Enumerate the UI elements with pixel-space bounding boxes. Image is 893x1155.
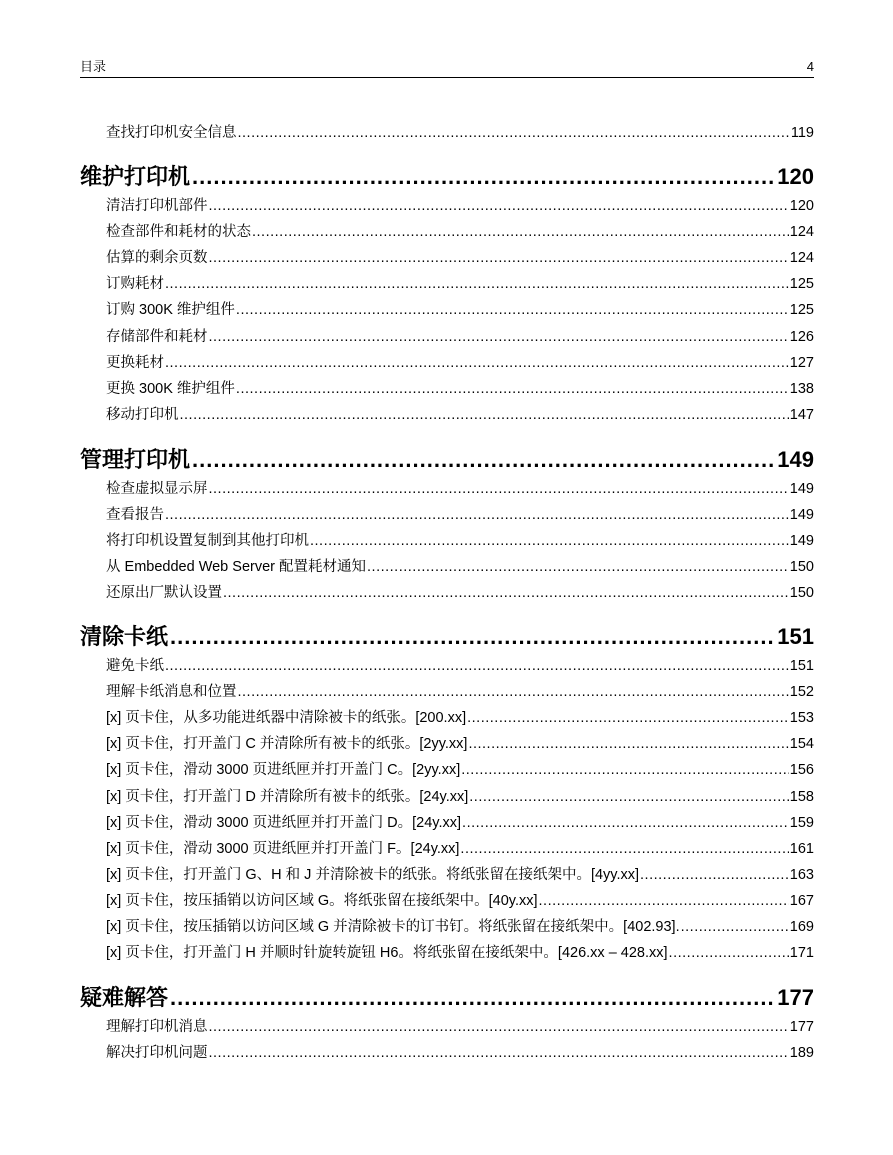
- toc-entry-label: 避免卡纸: [106, 658, 164, 674]
- toc-entry-label: [x] 页卡住，从多功能进纸器中清除被卡的纸张。[200.xx]: [106, 710, 467, 726]
- toc-entry[interactable]: [106, 760, 814, 780]
- toc-entry-label: [x] 页卡住，滑动 3000 页进纸匣并打开盖门 F。[24y.xx]: [106, 841, 460, 857]
- toc-entry-label: 理解打印机消息: [106, 1019, 208, 1035]
- dot-leader: [165, 274, 789, 294]
- toc-entry-page: 169: [789, 919, 814, 935]
- page-header: [80, 57, 814, 78]
- toc-entry-page: 120: [789, 198, 814, 214]
- dot-leader: [236, 300, 789, 320]
- dot-leader: [209, 479, 789, 499]
- toc-entry-page: 189: [789, 1045, 814, 1061]
- toc-entry[interactable]: [106, 274, 814, 294]
- dot-leader: [236, 379, 789, 399]
- toc-entry-page: 167: [789, 893, 814, 909]
- toc-chapter-heading[interactable]: [80, 162, 814, 192]
- dot-leader: [367, 557, 789, 577]
- toc-entry[interactable]: [106, 557, 814, 577]
- toc-entry-label: 理解卡纸消息和位置: [106, 684, 237, 700]
- toc-entry[interactable]: [106, 943, 814, 963]
- dot-leader: [209, 248, 789, 268]
- toc-entry[interactable]: [106, 891, 814, 911]
- toc-entry-page: 147: [789, 407, 814, 423]
- toc-chapter-title: 维护打印机: [80, 164, 191, 189]
- toc-chapter-heading[interactable]: [80, 983, 814, 1013]
- toc-entry-page: 151: [789, 658, 814, 674]
- toc-entry-label: 更换 300K 维护组件: [106, 381, 235, 397]
- toc-entry-page: 171: [789, 945, 814, 961]
- header-page-number: 4: [806, 59, 814, 74]
- dot-leader: [165, 353, 789, 373]
- toc-entry[interactable]: [106, 1017, 814, 1037]
- dot-leader: [192, 445, 775, 475]
- toc-entry-page: 125: [789, 302, 814, 318]
- toc-entry-label: [x] 页卡住，按压插销以访问区域 G 并清除被卡的订书钉。将纸张留在接纸架中。[402.93].: [106, 919, 680, 935]
- toc-entry-label: 订购 300K 维护组件: [106, 302, 235, 318]
- dot-leader: [209, 1043, 789, 1063]
- dot-leader: [469, 787, 789, 807]
- toc-entry-label: [x] 页卡住，滑动 3000 页进纸匣并打开盖门 D。[24y.xx]: [106, 815, 462, 831]
- toc-entry-page: 150: [789, 559, 814, 575]
- toc-entry-label: [x] 页卡住，按压插销以访问区域 G。将纸张留在接纸架中。[40y.xx]: [106, 893, 538, 909]
- dot-leader: [252, 222, 789, 242]
- toc-chapter-page: 177: [777, 985, 814, 1010]
- toc-entry[interactable]: [106, 708, 814, 728]
- toc-entry-label: [x] 页卡住，打开盖门 C 并清除所有被卡的纸张。[2yy.xx]: [106, 736, 468, 752]
- toc-entry-label: 解决打印机问题: [106, 1045, 208, 1061]
- dot-leader: [170, 983, 775, 1013]
- toc-entry[interactable]: [106, 379, 814, 399]
- toc-chapter-page: 120: [777, 164, 814, 189]
- toc-entry-page: 161: [789, 841, 814, 857]
- dot-leader: [461, 760, 789, 780]
- toc-entry[interactable]: [106, 300, 814, 320]
- toc-entry[interactable]: [106, 405, 814, 425]
- toc-entry-page: 149: [789, 481, 814, 497]
- toc-entry[interactable]: [106, 734, 814, 754]
- toc-entry-label: 从 Embedded Web Server 配置耗材通知: [106, 559, 367, 575]
- toc-entry-page: 149: [789, 507, 814, 523]
- dot-leader: [669, 943, 789, 963]
- toc-entry[interactable]: [106, 196, 814, 216]
- toc-entry[interactable]: [106, 1043, 814, 1063]
- toc-chapter-heading[interactable]: [80, 622, 814, 652]
- dot-leader: [238, 123, 790, 143]
- toc-chapter-page: 151: [777, 624, 814, 649]
- toc-chapter-title: 疑难解答: [80, 985, 169, 1010]
- toc-entry[interactable]: [106, 813, 814, 833]
- toc-entry[interactable]: [106, 865, 814, 885]
- toc-entry-label: 查找打印机安全信息: [106, 125, 237, 141]
- toc-entry-page: 127: [789, 355, 814, 371]
- toc-chapter-title: 清除卡纸: [80, 624, 169, 649]
- dot-leader: [238, 682, 789, 702]
- toc-entry-page: 138: [789, 381, 814, 397]
- toc-entry-page: 125: [789, 276, 814, 292]
- toc-entry-label: 估算的剩余页数: [106, 250, 208, 266]
- toc-entry[interactable]: [106, 248, 814, 268]
- toc-entry-label: 订购耗材: [106, 276, 164, 292]
- header-title: 目录: [80, 59, 107, 74]
- toc-chapter-page: 149: [777, 447, 814, 472]
- dot-leader: [165, 505, 789, 525]
- toc-entry[interactable]: [106, 682, 814, 702]
- dot-leader: [209, 1017, 789, 1037]
- toc-entry-label: [x] 页卡住，滑动 3000 页进纸匣并打开盖门 C。[2yy.xx]: [106, 762, 461, 778]
- toc-entry-page: 119: [790, 125, 814, 141]
- toc-entry-page: 150: [789, 585, 814, 601]
- toc-chapter-heading[interactable]: [80, 445, 814, 475]
- toc-entry-label: 移动打印机: [106, 407, 179, 423]
- toc-entry-page: 177: [789, 1019, 814, 1035]
- toc-entry-label: 检查部件和耗材的状态: [106, 224, 251, 240]
- dot-leader: [467, 708, 789, 728]
- toc-entry-page: 156: [789, 762, 814, 778]
- toc-entry-page: 124: [789, 224, 814, 240]
- toc-entry[interactable]: [106, 531, 814, 551]
- toc-entry-label: [x] 页卡住，打开盖门 G、H 和 J 并清除被卡的纸张。将纸张留在接纸架中。[4yy.xx]: [106, 867, 640, 883]
- toc-entry-page: 158: [789, 789, 814, 805]
- dot-leader: [170, 622, 775, 652]
- dot-leader: [460, 839, 788, 859]
- toc-entry-page: 154: [789, 736, 814, 752]
- dot-leader: [192, 162, 775, 192]
- dot-leader: [310, 531, 789, 551]
- toc-entry-label: 将打印机设置复制到其他打印机: [106, 533, 309, 549]
- toc-entry[interactable]: [106, 583, 814, 603]
- toc-entry-page: 124: [789, 250, 814, 266]
- toc-entry[interactable]: [106, 222, 814, 242]
- toc-entry-page: 152: [789, 684, 814, 700]
- toc-entry[interactable]: [106, 353, 814, 373]
- toc-entry-page: 163: [789, 867, 814, 883]
- toc-entry[interactable]: [106, 787, 814, 807]
- toc-entry[interactable]: [106, 327, 814, 347]
- toc-entry[interactable]: [106, 839, 814, 859]
- toc-entry-page: 149: [789, 533, 814, 549]
- toc-entry-label: 更换耗材: [106, 355, 164, 371]
- toc-entry[interactable]: [106, 123, 814, 143]
- toc-entry-label: 检查虚拟显示屏: [106, 481, 208, 497]
- dot-leader: [180, 405, 789, 425]
- toc-entry-label: [x] 页卡住，打开盖门 H 并顺时针旋转旋钮 H6。将纸张留在接纸架中。[426.xx – 428.xx]: [106, 945, 668, 961]
- toc-entry-label: 还原出厂默认设置: [106, 585, 222, 601]
- toc-entry-page: 159: [789, 815, 814, 831]
- toc-chapter-title: 管理打印机: [80, 447, 191, 472]
- toc-entry-label: 清洁打印机部件: [106, 198, 208, 214]
- dot-leader: [223, 583, 789, 603]
- toc-entry[interactable]: [106, 505, 814, 525]
- dot-leader: [462, 813, 789, 833]
- toc-entry[interactable]: [106, 917, 814, 937]
- dot-leader: [468, 734, 788, 754]
- toc-entry-label: [x] 页卡住，打开盖门 D 并清除所有被卡的纸张。[24y.xx]: [106, 789, 469, 805]
- dot-leader: [539, 891, 789, 911]
- dot-leader: [165, 656, 789, 676]
- toc-entry-page: 153: [789, 710, 814, 726]
- dot-leader: [209, 196, 789, 216]
- dot-leader: [681, 917, 789, 937]
- dot-leader: [209, 327, 789, 347]
- toc-entry-page: 126: [789, 329, 814, 345]
- toc-entry[interactable]: [106, 656, 814, 676]
- dot-leader: [640, 865, 789, 885]
- toc-entry-label: 查看报告: [106, 507, 164, 523]
- toc-entry[interactable]: [106, 479, 814, 499]
- toc-entry-label: 存储部件和耗材: [106, 329, 208, 345]
